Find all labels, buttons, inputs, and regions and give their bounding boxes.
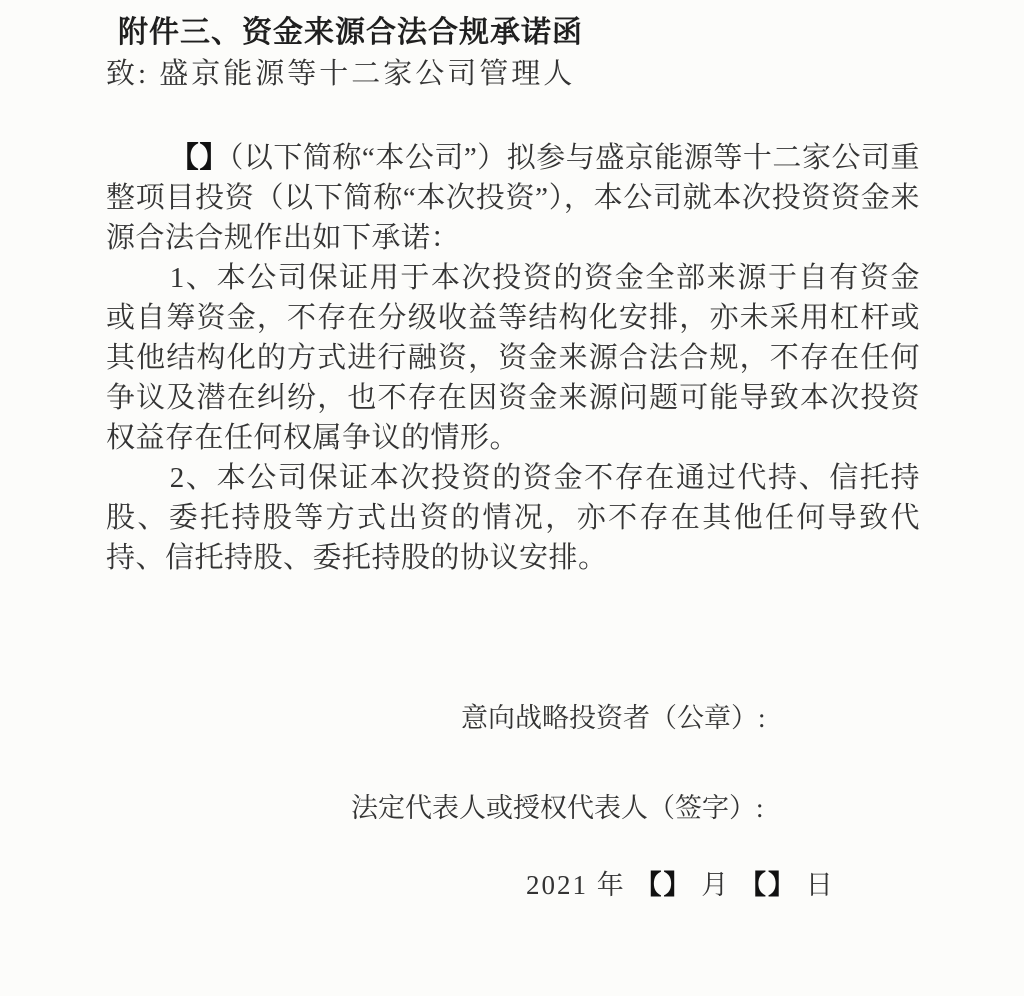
company-name-bracket-placeholder: 【】 — [169, 142, 229, 174]
date-month-label: 月 — [701, 870, 731, 900]
representative-sign-line: 法定代表人或授权代表人（签字）: — [351, 793, 764, 823]
investor-seal-line: 意向战略投资者（公章）: — [461, 703, 766, 733]
addressee-line: 致: 盛京能源等十二家公司管理人 — [106, 58, 576, 90]
document-title: 附件三、资金来源合法合规承诺函 — [118, 16, 583, 49]
month-bracket-placeholder: 【】 — [634, 870, 693, 900]
paragraph-clause-1: 1、本公司保证用于本次投资的资金全部来源于自有资金或自筹资金，不存在分级收益等结构化安排，亦未采用杠杆或其他结构化的方式进行融资，资金来源合法合规，不存在任何争议及潜在纠纷，也不存在因资金来源问题可能导致本次投资权益存在任何权属争议的情形。 — [106, 262, 920, 454]
paragraph-clause-2: 2、本公司保证本次投资的资金不存在通过代持、信托持股、委托持股等方式出资的情况，亦不存在其他任何导致代持、信托持股、委托持股的协议安排。 — [106, 462, 920, 574]
paragraph-intro-text: （以下简称“本公司”）拟参与盛京能源等十二家公司重整项目投资（以下简称“本次投资”），本公司就本次投资资金来源合法合规作出如下承诺： — [106, 142, 920, 254]
document-content — [106, 14, 920, 905]
date-day-label: 日 — [805, 870, 835, 900]
paragraph-intro — [106, 138, 920, 258]
day-bracket-placeholder: 【】 — [739, 870, 797, 900]
date-line — [106, 865, 920, 905]
date-year: 2021 年 — [526, 870, 626, 900]
